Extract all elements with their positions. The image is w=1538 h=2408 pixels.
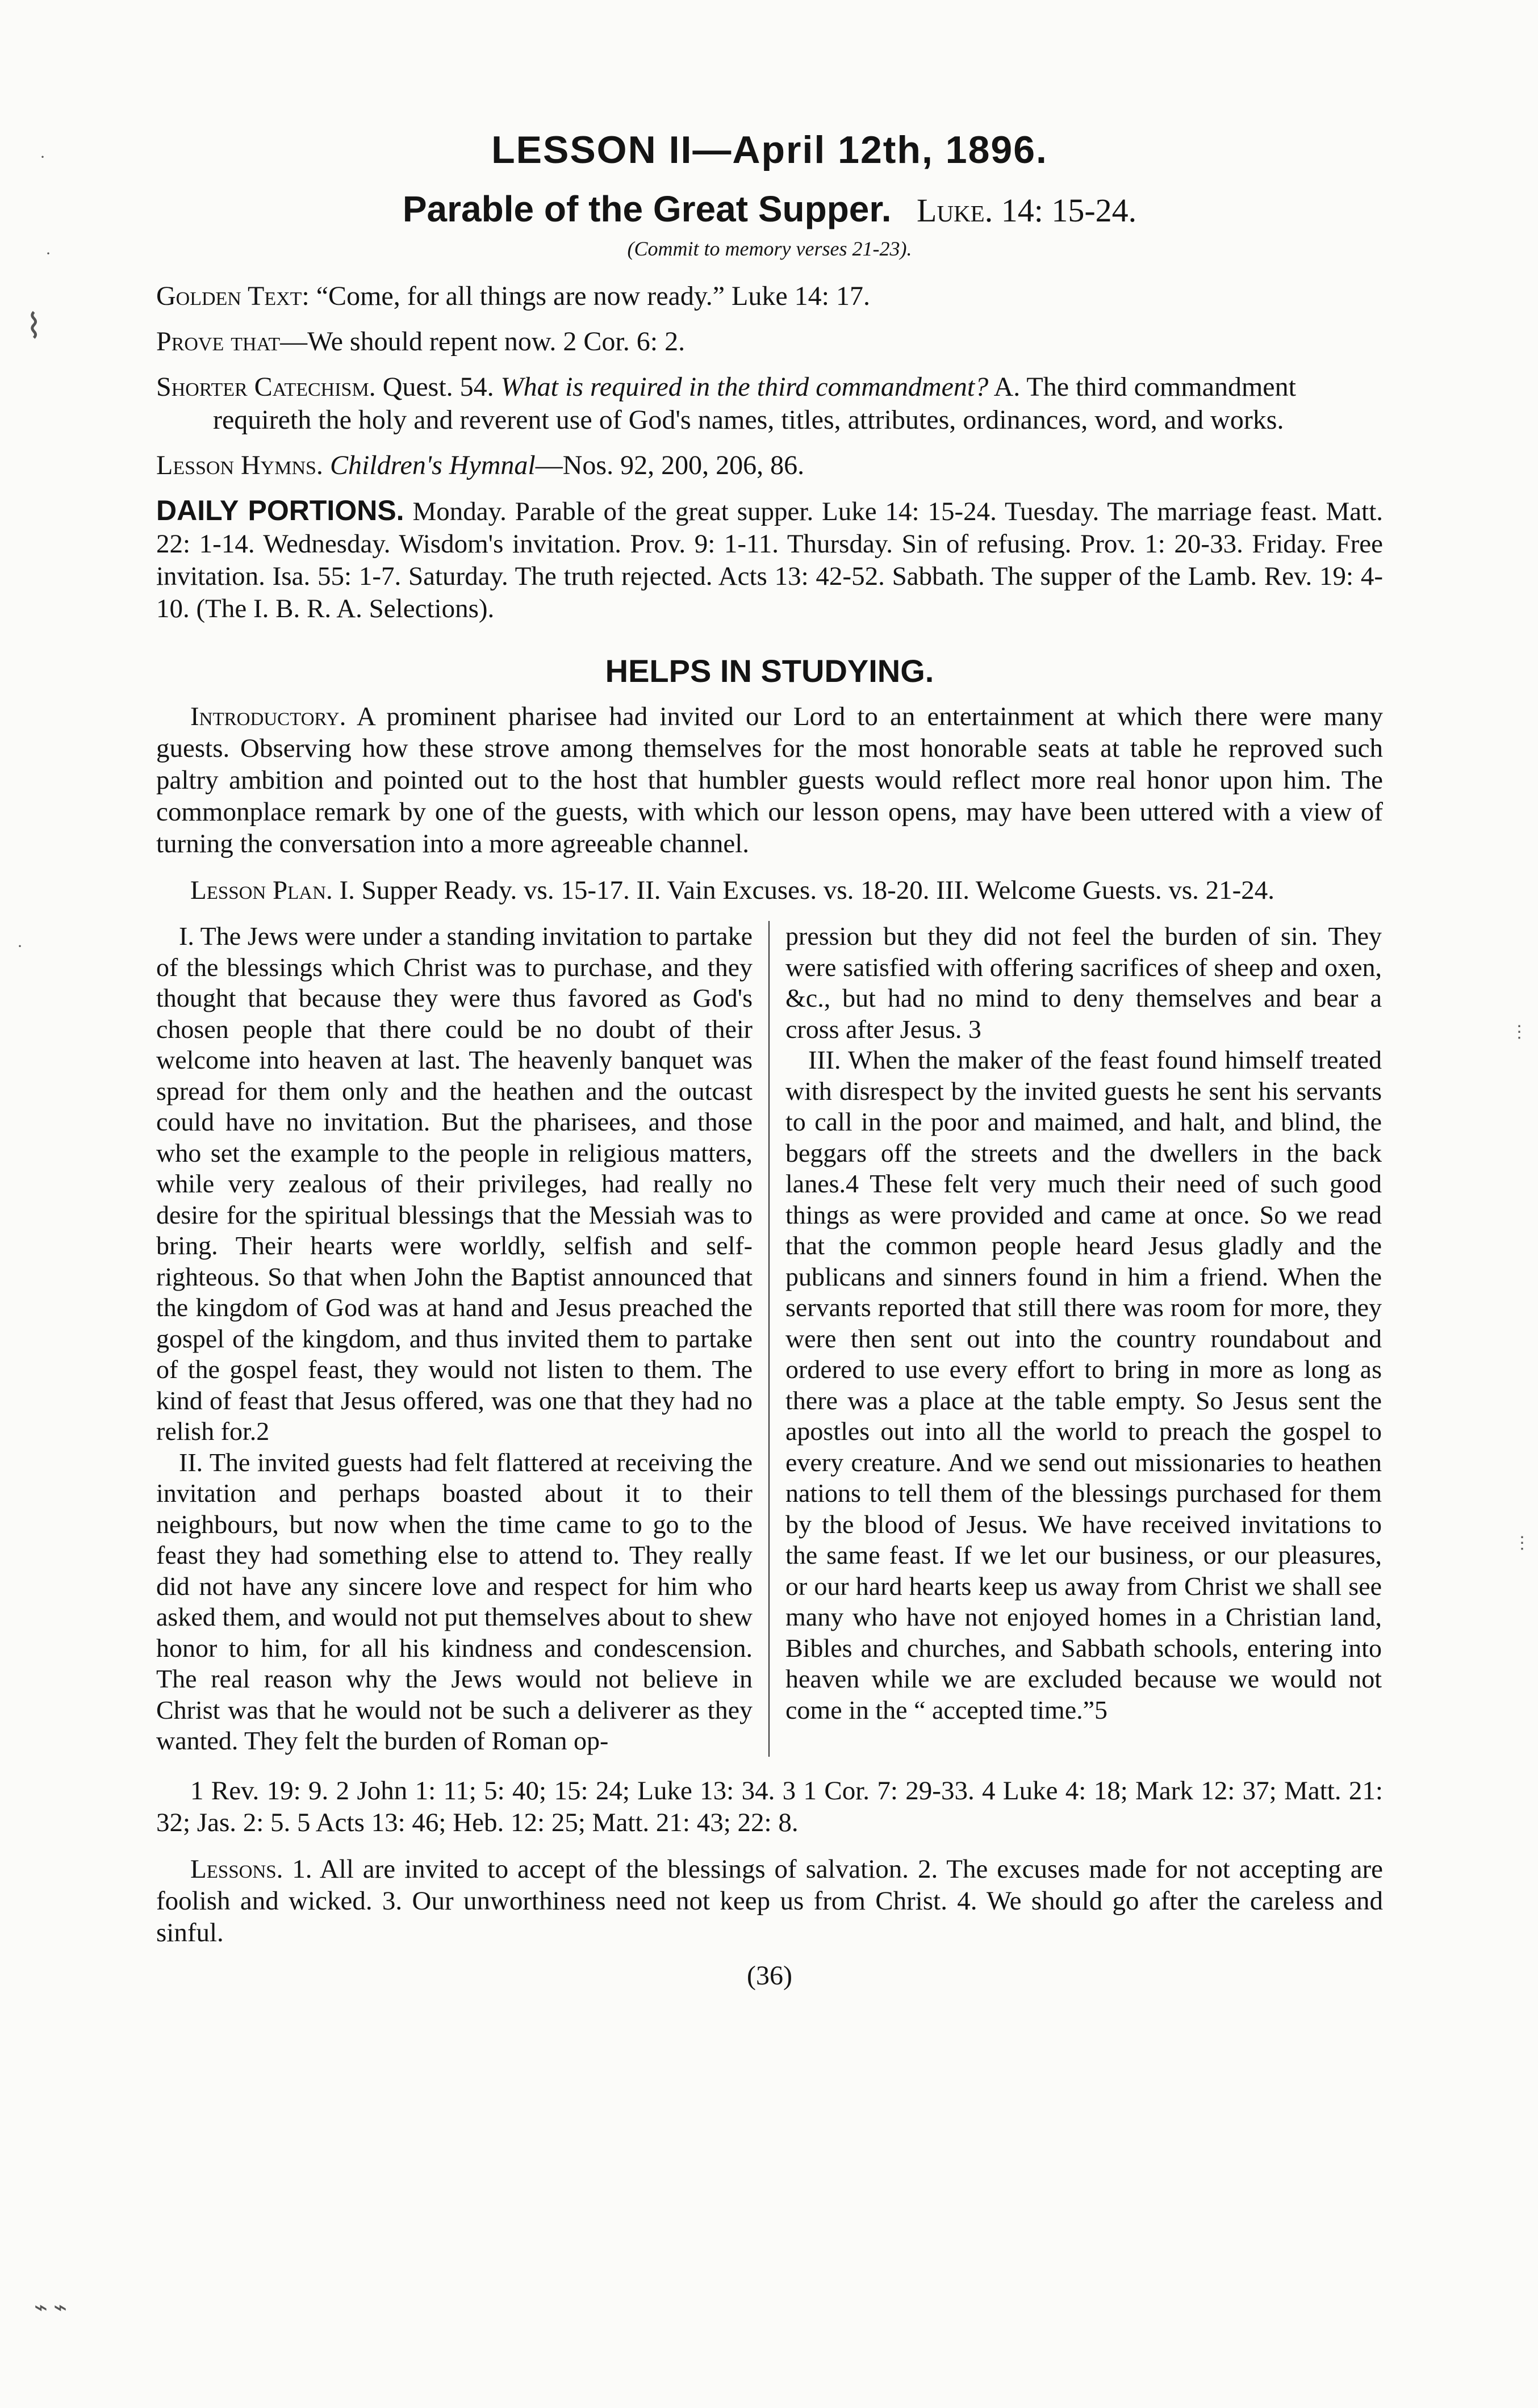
lessons-text: 1. All are invited to accept of the blessings of salvation. 2. The excuses made for not accepting are foolish and wicked. 3. Our unworthiness need not keep us from Christ. 4. We should go after the careless and sinful. [156,1854,1384,1948]
commentary-paragraph-3: III. When the maker of the feast found himself treated with disrespect by the invited guests he sent his servants to call in the poor and maimed, and halt, and blind, the beggars off the streets and the dwellers in the back lanes.4 These felt very much their need of such good things as were provided and came at once. So we read that the common people heard Jesus gladly and the publicans and sinners found in him a friend. When the servants reported that still there was room for more, they were then sent out into the country roundabout and ordered to use every effort to bring in more as long as there was a place at the table empty. So Jesus sent the apostles out into all the world to preach the gospel to every creature. And we send out missionaries to heathen nations to tell them of the blessings purchased for them by the blood of Jesus. We have received invitations to the same feast. If we let our business, or our pleasures, or our hard hearts keep us away from Christ we shall see many who have not enjoyed homes in a Christian land, Bibles and churches, and Sabbath schools, entering into heaven while we are excluded because we would not come in the “ accepted time.”5 [785,1045,1382,1724]
scan-speck: · [45,244,51,263]
hymns-label: Lesson Hymns. [156,450,323,480]
prove-that [156,325,1383,358]
golden-text-label: Golden Text: [156,281,310,311]
scan-speck: · [17,937,23,956]
scan-mark: ⌁ ⌁ [34,2294,68,2320]
right-column [770,921,1382,1757]
introductory-label: Introductory. [190,702,346,731]
lesson-plan-label: Lesson Plan. [190,876,333,905]
lessons [156,1853,1383,1949]
introductory-text: A prominent pharisee had invited our Lord to an entertainment at which there were many guests. Observing how these strove among themselves for the most honorable seats at table he reproved such paltry ambition and pointed out to the host that humbler guests would reflect more real honor upon him. The commonplace remark by one of the guests, with which our lesson opens, may have been uttered with a view of turning the conversation into a more agreeable channel. [156,702,1383,858]
scan-mark: ⌇ [26,308,43,345]
lesson-hymns [156,449,1383,482]
two-column-commentary [156,921,1383,1757]
catechism-question: What is required in the third commandment? [500,372,989,402]
lesson-plan [156,874,1383,906]
scan-mark: ⋮ [1511,1023,1528,1041]
lessons-label: Lessons. [190,1854,283,1884]
scan-speck: · [40,148,45,166]
catechism-answer: A. The third commandment requireth the holy and reverent use of God's names, titles, attributes, ordinances, word, and works. [213,372,1296,435]
golden-text-body: “Come, for all things are now ready.” Luke 14: 17. [316,281,871,311]
hymns-book: Children's Hymnal [329,450,536,480]
prove-that-body: —We should repent now. 2 Cor. 6: 2. [280,326,686,357]
footnotes: 1 Rev. 19: 9. 2 John 1: 11; 5: 40; 15: 24; Luke 13: 34. 3 1 Cor. 7: 29-33. 4 Luke 4: 18; Mark 12: 37; Matt. 21: 32; Jas. 2: 5. 5 Acts 13: 46; Heb. 12: 25; Matt. 21: 43; 22: 8. [156,1775,1383,1837]
commit-note: (Commit to memory verses 21-23). [627,237,912,260]
commentary-paragraph-2-continued: pression but they did not feel the burden of sin. They were satisfied with offering sacrifices of sheep and oxen, &c., but had no mind to deny themselves and bear a cross after Jesus. 3 [785,922,1382,1044]
page-number: (36) [747,1960,792,1991]
introductory-paragraph [156,701,1383,860]
daily-portions [156,495,1383,625]
catechism-quest: Quest. 54. [382,372,494,402]
subtitle-row [156,188,1383,230]
hymns-numbers: —Nos. 92, 200, 206, 86. [535,450,805,480]
lesson-title: LESSON II—April 12th, 1896. [491,128,1048,171]
commentary-paragraph-1: I. The Jews were under a standing invitation to partake of the blessings which Christ was to purchase, and they thought that because they were thus favored as God's chosen people that there could be no doubt of their welcome into heaven at last. The heavenly banquet was spread for them only and the heathen and the outcast could have no invitation. But the pharisees, and those who set the example to the people in religious matters, while very zealous of their privileges, had really no desire for the spiritual blessings that the Messiah was to bring. Their hearts were worldly, selfish and self-righteous. So that when John the Baptist announced that the kingdom of God was at hand and Jesus preached the gospel of the kingdom, and thus invited them to partake of the gospel feast, they would not listen to them. The kind of feast that Jesus offered, was one that they had no relish for.2 [156,922,753,1446]
lesson-plan-text: I. Supper Ready. vs. 15-17. II. Vain Excuses. vs. 18-20. III. Welcome Guests. vs. 21-24. [339,876,1275,905]
scan-mark: ⋮ [1514,1534,1531,1552]
commentary-paragraph-2: II. The invited guests had felt flattered at receiving the invitation and perhaps boasted about it to their neighbours, but now when the time came to go to the feast they had something else to attend to. They really did not have any sincere love and respect for him who asked them, and would not put themselves about to shew honor to him, for all his kindness and condescension. The real reason why the Jews would not believe in Christ was that he would not be such a deliverer as they wanted. They felt the burden of Roman op- [156,1447,753,1755]
left-column [156,921,770,1757]
daily-portions-text: Monday. Parable of the great supper. Luke 14: 15-24. Tuesday. The marriage feast. Matt. 22: 1-14. Wednesday. Wisdom's invitation. Prov. 9: 1-11. Thursday. Sin of refusing. Prov. 1: 20-33. Friday. Free invitation. Isa. 55: 1-7. Saturday. The truth rejected. Acts 13: 42-52. Sabbath. The supper of the Lamb. Rev. 19: 4-10. (The I. B. R. A. Selections). [156,497,1384,623]
document-page [156,128,1383,1991]
prove-that-label: Prove that [156,326,281,357]
daily-portions-heading: DAILY PORTIONS. [156,495,404,526]
scripture-reference: Luke. 14: 15-24. [917,192,1137,229]
helps-heading: HELPS IN STUDYING. [605,653,934,689]
lesson-subtitle: Parable of the Great Supper. [402,189,892,229]
shorter-catechism [156,371,1383,437]
catechism-label: Shorter Catechism. [156,372,376,402]
golden-text [156,280,1383,313]
